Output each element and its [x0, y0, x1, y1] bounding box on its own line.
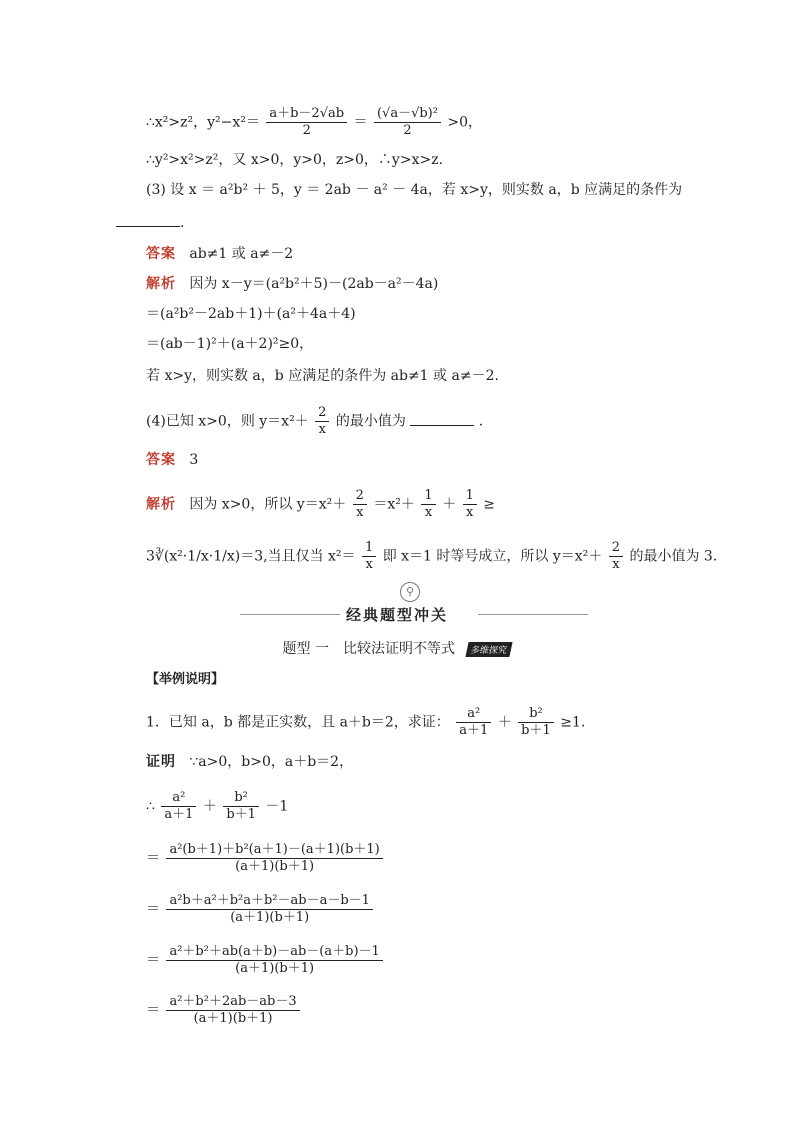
proof-line-6	[146, 994, 302, 1027]
fraction	[161, 790, 196, 823]
solution-text: 因为 x－y＝(a²b²＋5)－(2ab－a²－4a)	[189, 276, 439, 292]
text: ＋	[497, 714, 512, 731]
numerator: a＋b－2√ab	[266, 106, 347, 123]
fraction	[518, 706, 554, 739]
denominator: a＋1	[459, 723, 489, 738]
answer-text: ab≠1 或 a≠－2	[189, 246, 294, 262]
numerator: a²b＋a²＋b²a＋b²－ab－a－b－1	[166, 893, 372, 910]
fraction	[223, 790, 259, 823]
denominator: a＋1	[164, 807, 194, 822]
text: ＝x²＋	[373, 496, 415, 513]
example-question-1	[146, 706, 585, 739]
numerator: a²＋b²＋ab(a＋b)－ab－(a＋b)－1	[166, 944, 382, 961]
denominator: x	[365, 557, 373, 572]
numerator: 1	[421, 488, 435, 505]
numerator: a²	[161, 790, 196, 807]
numerator: a²	[456, 706, 491, 723]
solution-4-line-2	[146, 540, 717, 573]
text: ∴x²>z²，y²−x²＝	[146, 114, 260, 131]
fraction	[609, 540, 623, 573]
derivation-line-2: ∴y²>x²>z²，又 x>0，y>0，z>0，∴y>x>z.	[146, 152, 444, 168]
proof-label: 证明	[146, 754, 176, 770]
denominator: 2	[302, 123, 311, 138]
numerator: 2	[609, 540, 623, 557]
answer-label: 答案	[146, 452, 176, 468]
fraction	[463, 488, 477, 521]
denominator: 2	[403, 123, 412, 138]
denominator: (a＋1)(b＋1)	[235, 859, 315, 874]
fraction	[421, 488, 435, 521]
solution-3-line-2: ＝(a²b²－2ab＋1)＋(a²＋4a＋4)	[146, 306, 356, 322]
denominator: (a＋1)(b＋1)	[235, 961, 315, 976]
proof-line-4	[146, 893, 375, 926]
fraction	[456, 706, 491, 739]
question-3-blank	[116, 212, 184, 233]
denominator: x	[612, 557, 620, 572]
badge: 多维探究	[466, 642, 513, 657]
numerator: 1	[463, 488, 477, 505]
text: ＋	[202, 798, 217, 815]
denominator: b＋1	[226, 807, 256, 822]
answer-label: 答案	[146, 246, 176, 262]
fraction	[315, 405, 329, 438]
fraction	[166, 944, 382, 977]
numerator: a²(b＋1)＋b²(a＋1)－(a＋1)(b＋1)	[166, 842, 382, 859]
fraction	[362, 540, 376, 573]
denominator: (a＋1)(b＋1)	[230, 910, 310, 925]
text: ＝	[146, 1002, 160, 1019]
proof-line-5	[146, 944, 385, 977]
answer-blank	[410, 411, 474, 426]
proof-line-1	[146, 752, 353, 772]
text: 的最小值为 3.	[629, 548, 718, 565]
numerator: 2	[353, 488, 367, 505]
numerator: b²	[223, 790, 259, 807]
question-type-label: 题型 一 比较法证明不等式	[282, 641, 455, 657]
text: ＝	[146, 850, 160, 867]
text: －1	[265, 798, 289, 815]
numerator: b²	[518, 706, 554, 723]
answer-4	[146, 450, 198, 470]
fraction	[374, 106, 441, 139]
fraction	[266, 106, 347, 139]
text: 即 x＝1 时等号成立，所以 y＝x²＋	[382, 548, 603, 565]
solution-3-line-3: ＝(ab－1)²＋(a＋2)²≥0，	[146, 336, 314, 352]
answer-text: 3	[189, 452, 199, 468]
proof-line-2	[146, 790, 288, 823]
key-icon: ⚲	[400, 582, 420, 602]
numerator: (√a－√b)²	[374, 106, 441, 123]
text: .	[478, 413, 484, 430]
answer-3	[146, 244, 293, 264]
text: 3∛(x²·1/x·1/x)＝3,当且仅当 x²＝	[146, 548, 356, 565]
solution-3-line-4: 若 x>y，则实数 a，b 应满足的条件为 ab≠1 或 a≠－2.	[146, 368, 499, 384]
fraction	[353, 488, 367, 521]
solution-4	[146, 488, 495, 521]
text: 的最小值为	[335, 413, 406, 430]
question-4	[146, 405, 483, 438]
text: 因为 x>0，所以 y＝x²＋	[189, 496, 347, 513]
text: ＝	[353, 114, 368, 131]
text: (4)已知 x>0，则 y＝x²＋	[146, 413, 309, 430]
numerator: 2	[315, 405, 329, 422]
text: ＝	[146, 901, 160, 918]
denominator: x	[318, 422, 326, 437]
question-type-line	[0, 638, 794, 658]
solution-3	[146, 274, 438, 294]
question-3: (3) 设 x ＝ a²b² ＋ 5，y ＝ 2ab － a² － 4a，若 x>y，则实数 a，b 应满足的条件为	[146, 182, 683, 198]
fraction	[166, 842, 382, 875]
numerator: 1	[362, 540, 376, 557]
denominator: x	[424, 505, 433, 520]
numerator: a²＋b²＋2ab－ab－3	[166, 994, 299, 1011]
text: 1．已知 a，b 都是正实数，且 a＋b＝2，求证：	[146, 714, 450, 731]
text: ∵a>0，b>0，a＋b＝2，	[189, 754, 354, 770]
proof-line-3	[146, 842, 385, 875]
text: ＝	[146, 952, 160, 969]
section-title: 经典题型冲关	[345, 606, 448, 624]
denominator: x	[466, 505, 474, 520]
denominator: b＋1	[521, 723, 551, 738]
text: ＋	[442, 496, 457, 513]
example-header: 【举例说明】	[146, 672, 225, 687]
denominator: (a＋1)(b＋1)	[193, 1011, 273, 1026]
text: >0，	[447, 114, 483, 131]
answer-blank	[116, 212, 180, 227]
denominator: x	[356, 505, 364, 520]
fraction	[166, 994, 299, 1027]
text: ≥	[483, 496, 496, 513]
text: .	[180, 215, 185, 231]
solution-label: 解析	[146, 276, 176, 292]
fraction	[166, 893, 372, 926]
text: ∴	[146, 798, 155, 815]
text: ≥1.	[560, 714, 586, 731]
solution-label: 解析	[146, 496, 176, 513]
derivation-line-1	[146, 106, 482, 139]
